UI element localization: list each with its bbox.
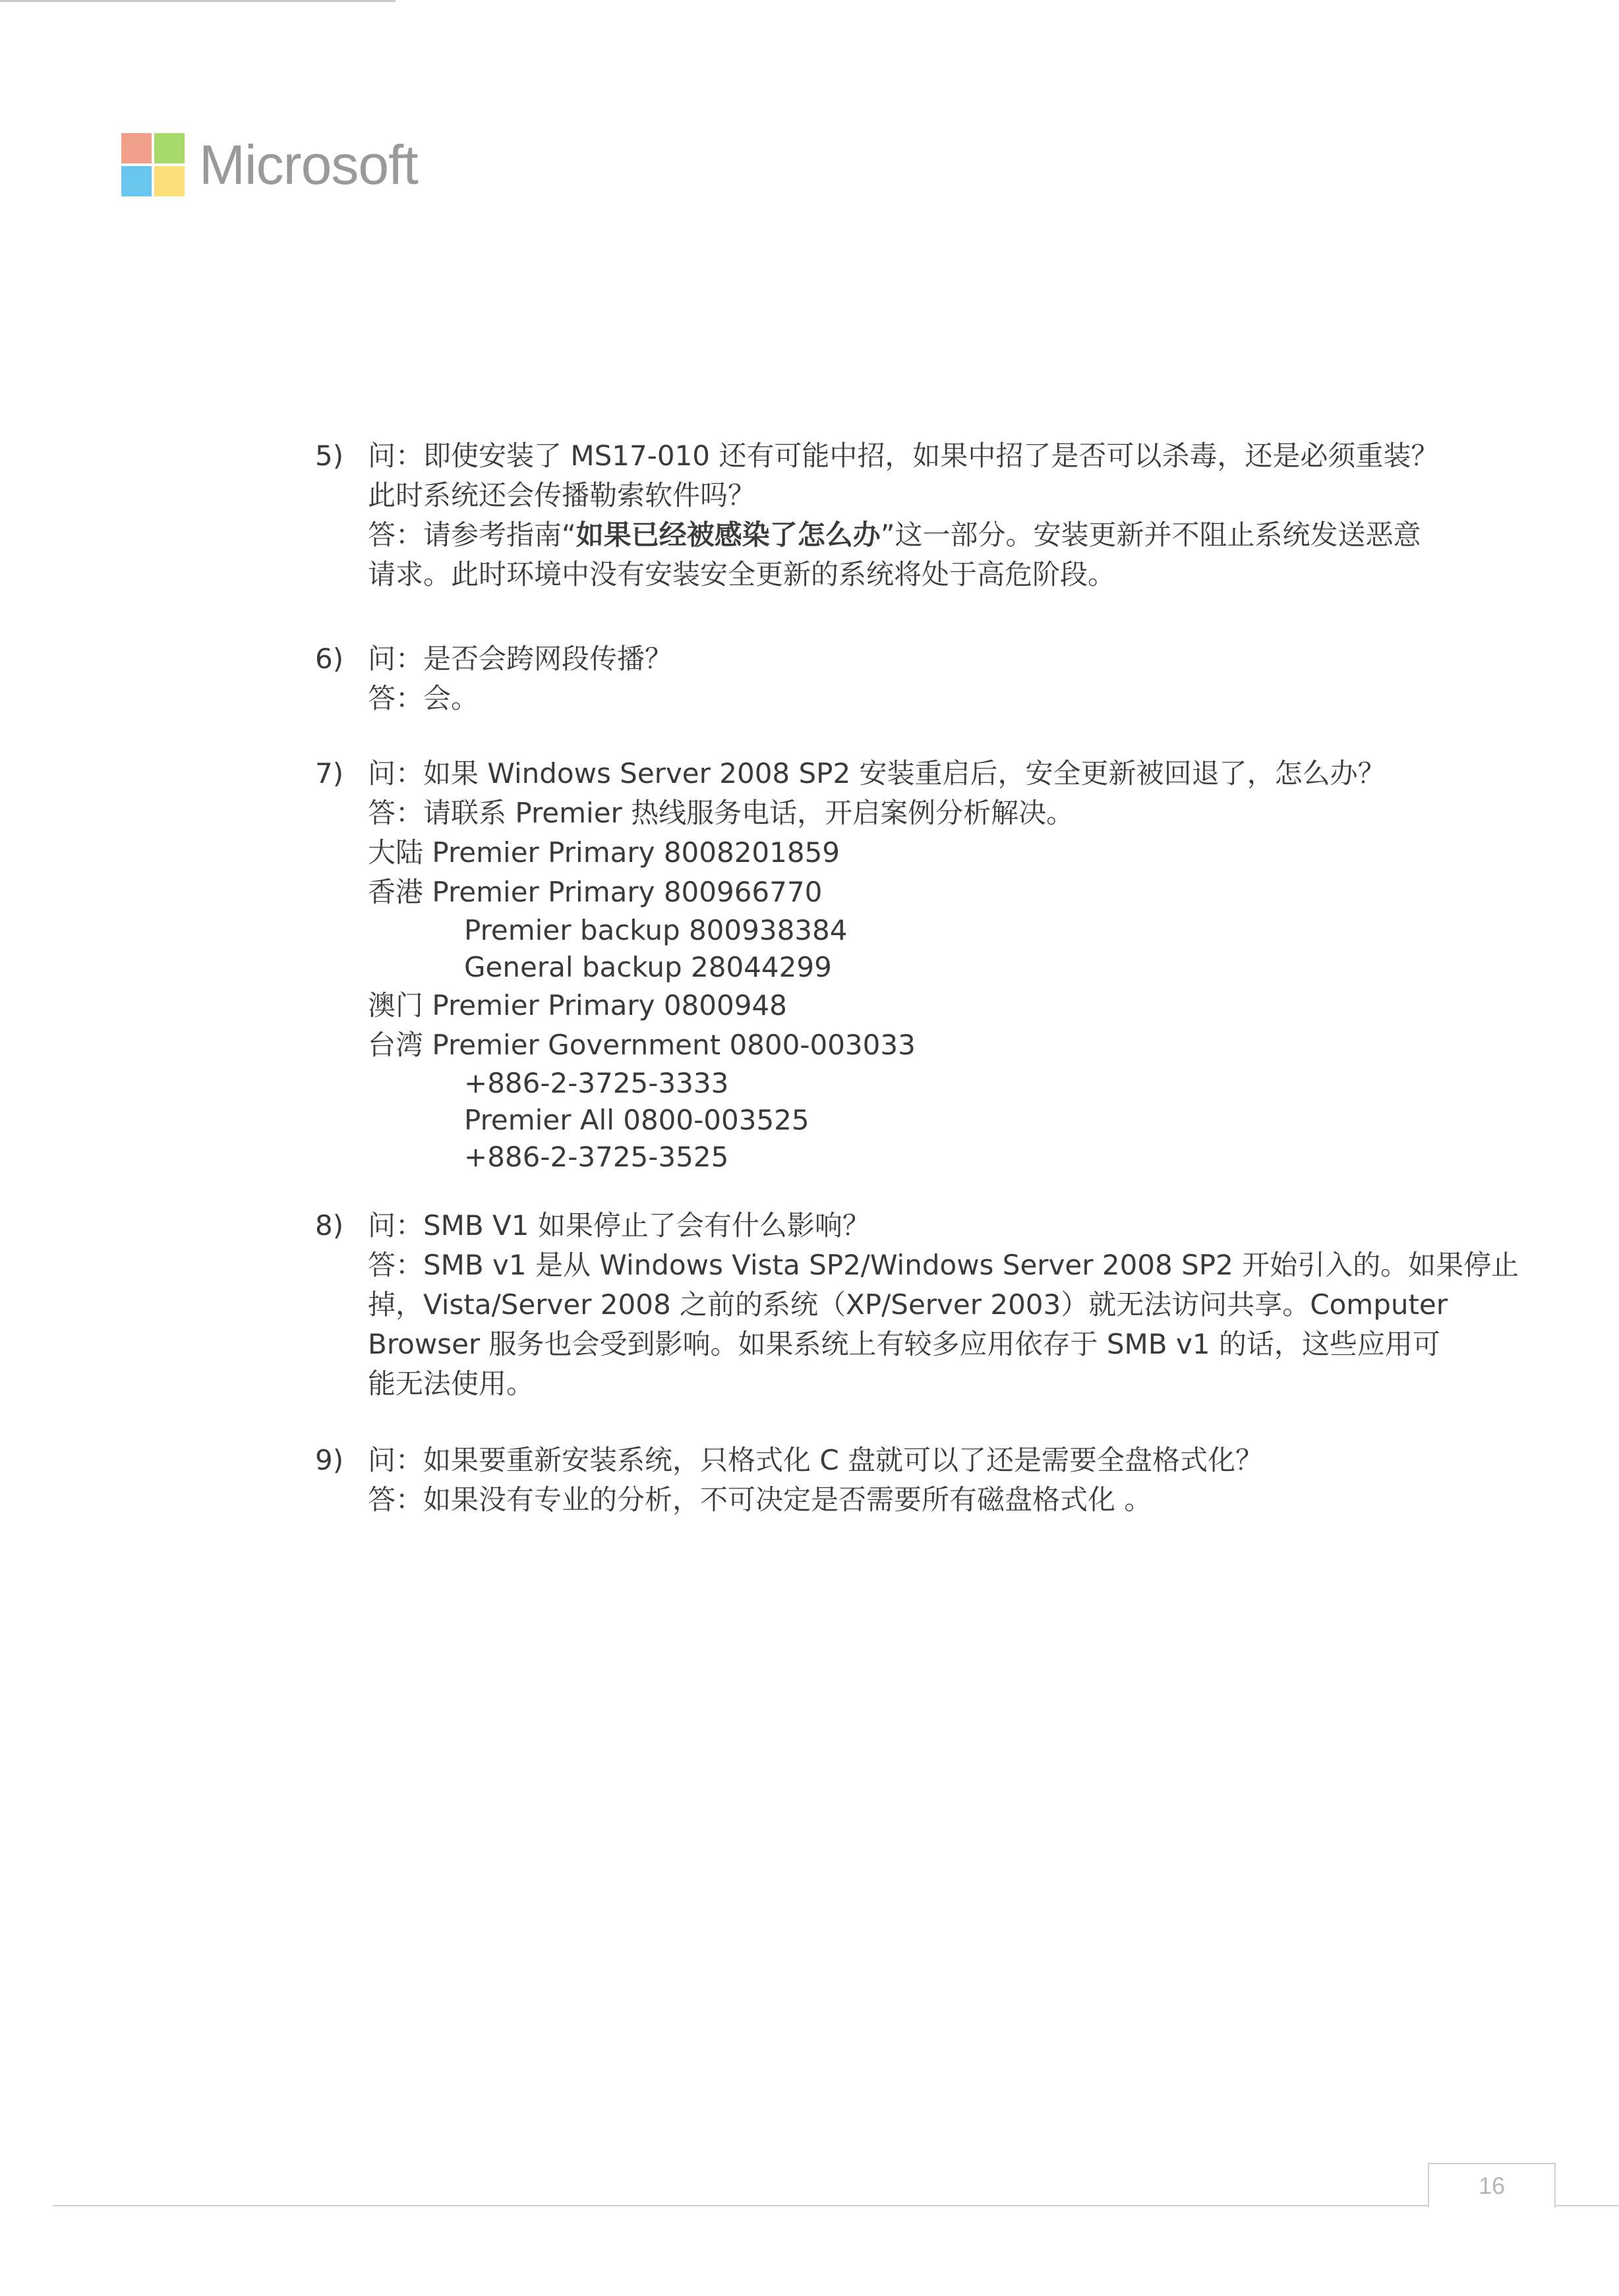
- item-number: 6): [315, 643, 344, 675]
- contact-hongkong: 香港 Premier Primary 800966770: [368, 876, 823, 908]
- qa-item-9: [316, 1441, 1490, 1520]
- item-number: 8): [315, 1209, 344, 1242]
- windows-squares-icon: [121, 133, 185, 196]
- answer-suffix: ”这一部分。安装更新并不阻止系统发送恶意: [880, 519, 1421, 551]
- question-line: 问：SMB V1 如果停止了会有什么影响？: [368, 1209, 870, 1242]
- page-number-tab: [1428, 2163, 1556, 2208]
- qa-item-5: [316, 436, 1490, 594]
- question-line: 此时系统还会传播勒索软件吗？: [368, 479, 756, 511]
- item-number: 9): [315, 1444, 344, 1476]
- answer-line: 答：SMB v1 是从 Windows Vista SP2/Windows Server 2008 SP2 开始引入的。如果停止: [368, 1249, 1519, 1281]
- item-number: 5): [315, 440, 344, 472]
- qa-item-6: [316, 639, 1490, 718]
- answer-line: 请求。此时环境中没有安装安全更新的系统将处于高危阶段。: [368, 558, 1116, 590]
- answer-prefix: 答：请参考指南“: [368, 519, 576, 551]
- contact-taiwan-phone-2: +886-2-3725-3525: [464, 1141, 729, 1173]
- logo-square-blue: [121, 166, 152, 196]
- logo-text: Microsoft: [199, 134, 418, 196]
- answer-line: Browser 服务也会受到影响。如果系统上有较多应用依存于 SMB v1 的话，这些应用可: [368, 1328, 1440, 1360]
- contact-mainland: 大陆 Premier Primary 8008201859: [368, 836, 840, 869]
- question-line: 问：如果要重新安装系统，只格式化 C 盘就可以了还是需要全盘格式化？: [368, 1444, 1264, 1476]
- qa-item-8: [315, 1206, 1519, 1404]
- qa-item-7: [316, 754, 1490, 1176]
- contact-macau: 澳门 Premier Primary 0800948: [368, 989, 787, 1021]
- logo-square-green: [154, 133, 185, 163]
- answer-line: 答：如果没有专业的分析，不可决定是否需要所有磁盘格式化 。: [368, 1483, 1152, 1516]
- item-number: 7): [315, 757, 344, 789]
- microsoft-logo: [121, 133, 418, 196]
- answer-line: 答：会。: [368, 682, 479, 714]
- contact-hongkong-general: General backup 28044299: [464, 951, 832, 983]
- footer-rule: [53, 2205, 1619, 2206]
- guide-section-reference: 如果已经被感染了怎么办: [575, 519, 881, 551]
- contact-taiwan-phone-1: +886-2-3725-3333: [464, 1067, 729, 1099]
- question-line: 问：如果 Windows Server 2008 SP2 安装重启后，安全更新被回退了，怎么办？: [368, 757, 1386, 789]
- contact-taiwan: 台湾 Premier Government 0800-003033: [368, 1029, 916, 1061]
- answer-line: 答：请联系 Premier 热线服务电话，开启案例分析解决。: [368, 797, 1074, 829]
- answer-line: 掉，Vista/Server 2008 之前的系统（XP/Server 2003）就无法访问共享。Computer: [368, 1288, 1448, 1321]
- answer-line: [368, 515, 1490, 555]
- question-line: 问：是否会跨网段传播？: [368, 643, 673, 675]
- page-number: 16: [1478, 2172, 1506, 2199]
- question-line: 问：即使安装了 MS17-010 还有可能中招，如果中招了是否可以杀毒，还是必须重装？: [368, 440, 1439, 472]
- logo-square-red: [121, 133, 152, 163]
- contact-hongkong-backup: Premier backup 800938384: [464, 914, 848, 946]
- logo-square-yellow: [154, 166, 185, 196]
- contact-taiwan-all: Premier All 0800-003525: [464, 1104, 810, 1136]
- answer-line: 能无法使用。: [368, 1367, 535, 1400]
- top-rule: [0, 0, 396, 2]
